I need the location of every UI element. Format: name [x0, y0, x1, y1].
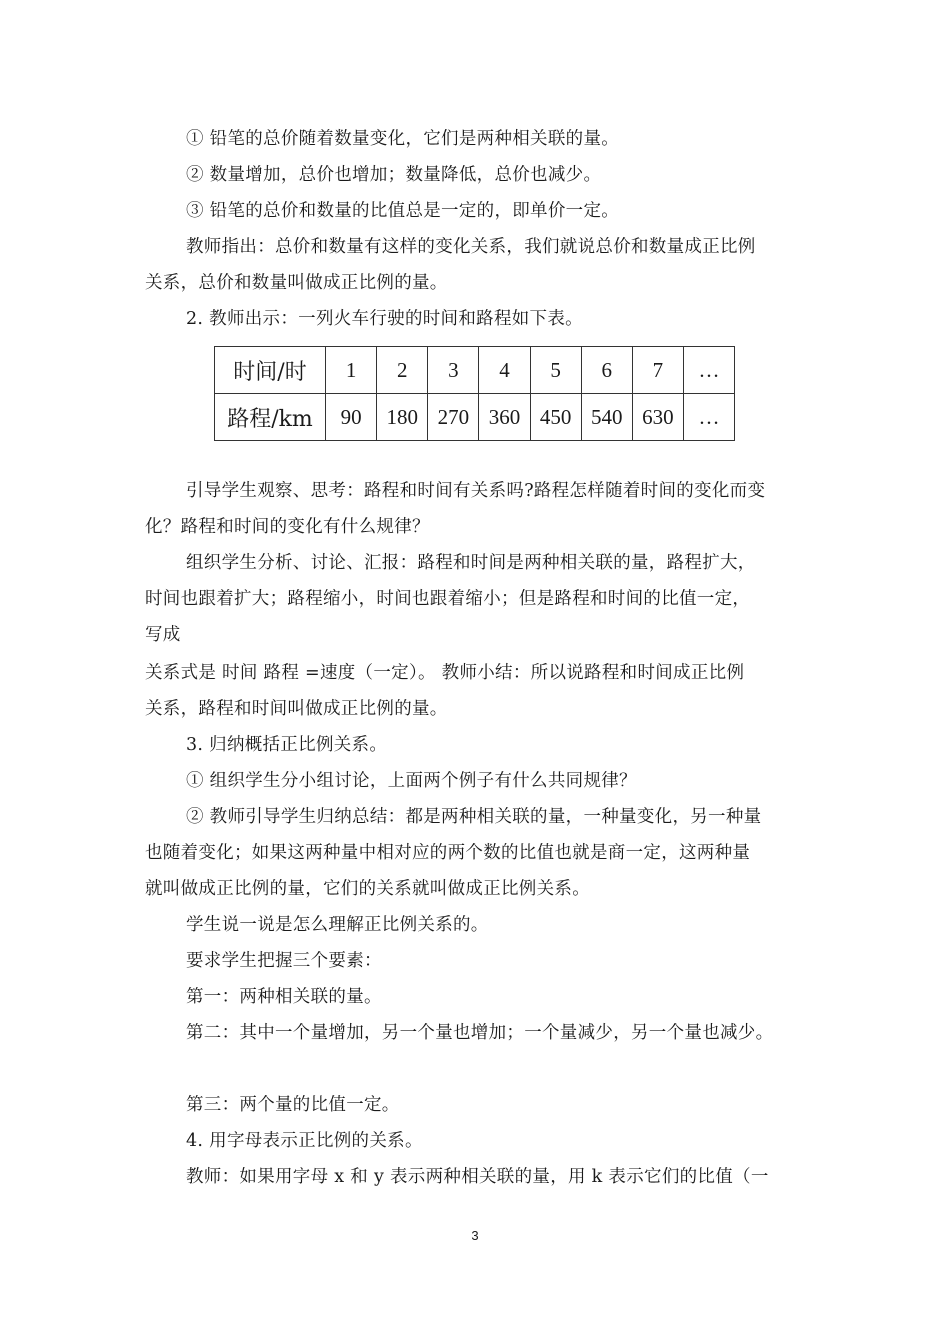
paragraph: 教师：如果用字母 x 和 y 表示两种相关联的量，用 k 表示它们的比值（一	[186, 1167, 769, 1187]
table-row	[215, 347, 735, 394]
table-cell: 180	[377, 394, 428, 441]
table-cell: 1	[326, 347, 377, 394]
paragraph: 关系，路程和时间叫做成正比例的量。	[145, 699, 448, 719]
paragraph: 4. 用字母表示正比例的关系。	[186, 1131, 423, 1151]
paragraph: 组织学生分析、讨论、汇报：路程和时间是两种相关联的量，路程扩大，	[186, 553, 756, 573]
paragraph: 学生说一说是怎么理解正比例关系的。	[186, 915, 489, 935]
paragraph: 就叫做成正比例的量，它们的关系就叫做成正比例关系。	[145, 879, 590, 899]
paragraph: 教师指出：总价和数量有这样的变化关系，我们就说总价和数量成正比例	[186, 237, 756, 257]
paragraph: 第二：其中一个量增加，另一个量也增加；一个量减少，另一个量也减少。	[186, 1023, 774, 1043]
time-distance-table	[214, 346, 735, 441]
table-cell: 3	[428, 347, 479, 394]
paragraph: 2. 教师出示：一列火车行驶的时间和路程如下表。	[186, 309, 583, 329]
paragraph: ② 教师引导学生归纳总结：都是两种相关联的量，一种量变化，另一种量	[186, 807, 762, 827]
paragraph: 3. 归纳概括正比例关系。	[186, 735, 388, 755]
table-row	[215, 394, 735, 441]
paragraph: 引导学生观察、思考：路程和时间有关系吗?路程怎样随着时间的变化而变	[186, 481, 766, 501]
table-cell: 630	[632, 394, 683, 441]
table-cell: 7	[632, 347, 683, 394]
paragraph: 关系式是 时间 路程 =速度（一定）。 教师小结：所以说路程和时间成正比例	[145, 663, 745, 683]
paragraph: 化？路程和时间的变化有什么规律？	[145, 517, 430, 537]
table-cell: 4	[479, 347, 530, 394]
paragraph: ① 铅笔的总价随着数量变化，它们是两种相关联的量。	[186, 129, 620, 149]
paragraph: 要求学生把握三个要素：	[186, 951, 382, 971]
table-cell: 2	[377, 347, 428, 394]
page-number: 3	[471, 1228, 479, 1243]
paragraph: 第三：两个量的比值一定。	[186, 1095, 400, 1115]
table-cell: 6	[581, 347, 632, 394]
table-cell: 450	[530, 394, 581, 441]
table-cell: 360	[479, 394, 530, 441]
paragraph: ③ 铅笔的总价和数量的比值总是一定的，即单价一定。	[186, 201, 620, 221]
paragraph: ① 组织学生分小组讨论，上面两个例子有什么共同规律？	[186, 771, 637, 791]
table-cell: 90	[326, 394, 377, 441]
paragraph: 第一：两种相关联的量。	[186, 987, 382, 1007]
table-cell: 路程/km	[215, 394, 326, 441]
paragraph: 时间也跟着扩大；路程缩小，时间也跟着缩小；但是路程和时间的比值一定，	[145, 589, 751, 609]
paragraph: 关系，总价和数量叫做成正比例的量。	[145, 273, 448, 293]
table-cell: 时间/时	[215, 347, 326, 394]
table-cell: 270	[428, 394, 479, 441]
paragraph: 也随着变化；如果这两种量中相对应的两个数的比值也就是商一定，这两种量	[145, 843, 751, 863]
paragraph: ② 数量增加，总价也增加；数量降低，总价也减少。	[186, 165, 602, 185]
table-cell: 540	[581, 394, 632, 441]
paragraph: 写成	[145, 625, 181, 645]
table-cell: 5	[530, 347, 581, 394]
table-cell: …	[683, 347, 734, 394]
table-cell: …	[683, 394, 734, 441]
